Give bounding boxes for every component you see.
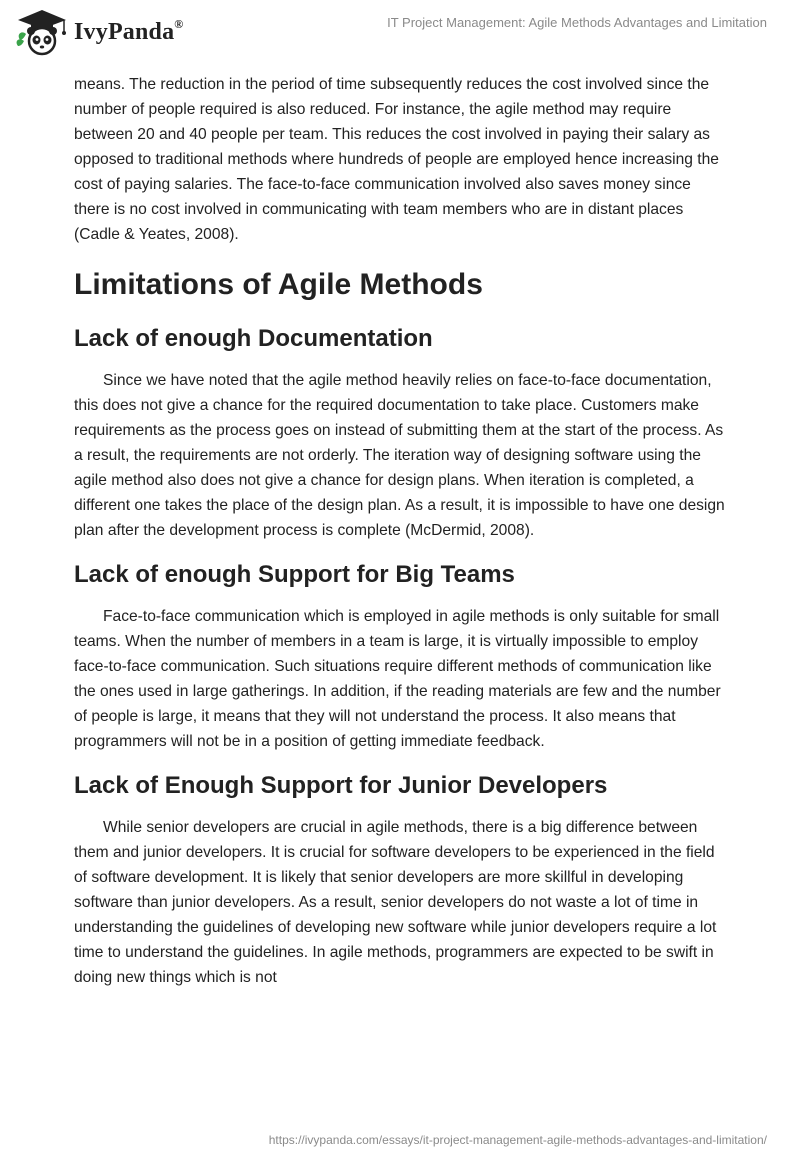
source-url-link[interactable]: https://ivypanda.com/essays/it-project-management-agile-methods-advantages-and-limitation/ [268,1133,767,1147]
subsection-heading: Lack of enough Support for Big Teams [74,561,515,588]
intro-paragraph: means. The reduction in the period of time subsequently reduces the cost involved since the number of people required is also reduced. For instance, the agile method may require between 20 and 40 people per team. This reduces the cost involved in paying their salary as opposed to traditional methods where hundreds of people are employed hence increasing the cost of paying salaries. The face-to-face communication involved also saves money since there is no cost involved in communicating with team members who are in distant places (Cadle & Yeates, 2008). [74,76,719,243]
subsection-heading: Lack of Enough Support for Junior Developers [74,772,608,799]
essay-content [74,72,728,990]
page-header [0,0,800,70]
subsection-heading: Lack of enough Documentation [74,325,433,352]
subsection-paragraph: While senior developers are crucial in agile methods, there is a big difference between them and junior developers. It is crucial for software developers to be experienced in the field of software development. It is likely that senior developers are more skillful in developing software than junior developers. As a result, senior developers do not waste a lot of time in understanding the guidelines of developing new software while junior developers require a lot time to understand the guidelines. In agile methods, programmers are expected to be swift in doing new things which is not [74,819,717,986]
panda-graduate-icon [14,8,70,56]
brand-logo[interactable] [14,8,183,56]
brand-name: IvyPanda® [74,16,184,45]
document-title: IT Project Management: Agile Methods Advantages and Limitation [387,15,767,30]
subsection-paragraph: Since we have noted that the agile method heavily relies on face-to-face documentation, this does not give a chance for the required documentation to take place. Customers make requirements as the process goes on instead of submitting them at the start of the process. As a result, the requirements are not orderly. The iteration way of designing software using the agile method also does not give a chance for design plans. When iteration is completed, a different one takes the place of the design plan. As a result, it is impossible to have one design plan after the development process is complete (McDermid, 2008). [74,372,725,539]
section-heading: Limitations of Agile Methods [74,268,483,301]
subsection-paragraph: Face-to-face communication which is employed in agile methods is only suitable for small teams. When the number of members in a team is large, it is virtually impossible to employ face-to-face communication. Such situations require different methods of communication like the ones used in large gatherings. In addition, if the reading materials are few and the number of people is large, it means that they will not understand the process. It also means that programmers will not be in a position of getting immediate feedback. [74,608,721,750]
